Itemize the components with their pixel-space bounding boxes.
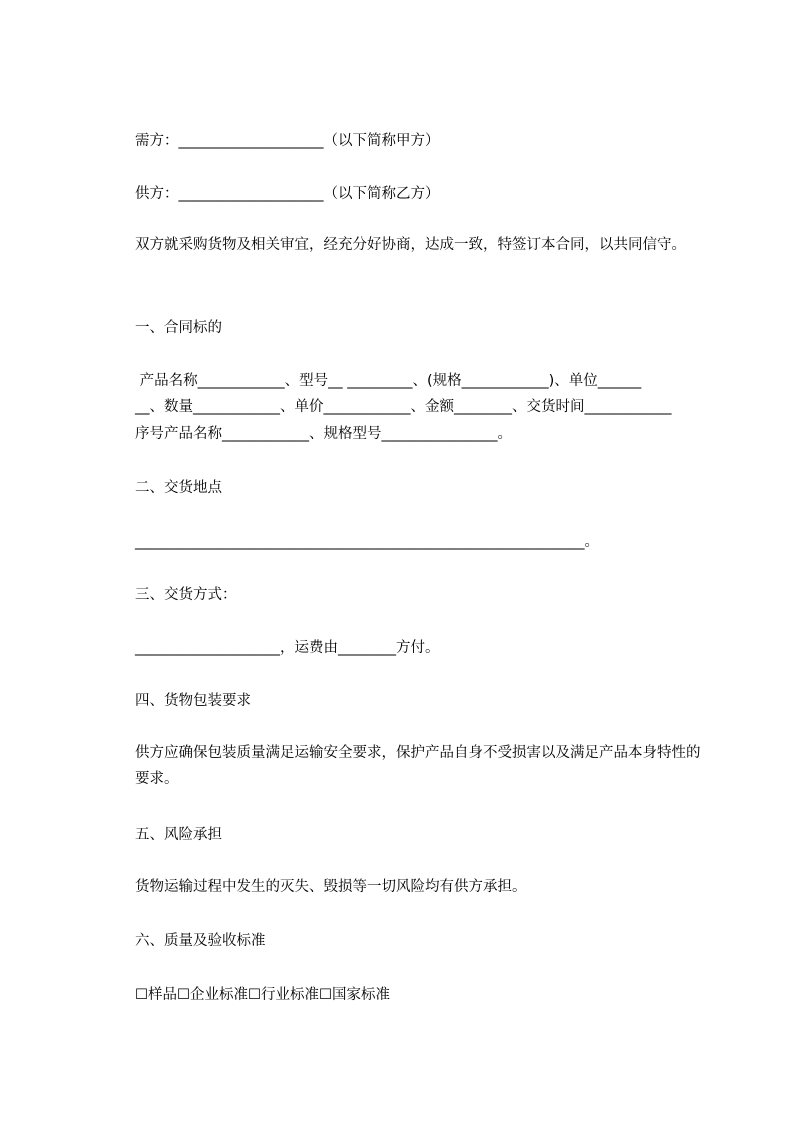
section-5-text: 货物运输过程中发生的灭失、毁损等一切风险均有供方承担。 bbox=[135, 879, 527, 895]
section-1-line-1: 产品名称____________、型号__ _________、(规格____________)、单位______ bbox=[135, 373, 642, 389]
section-5-title: 五、风险承担 bbox=[135, 827, 222, 843]
section-2-title: 二、交货地点 bbox=[135, 480, 222, 496]
section-4-text: 供方应确保包装质量满足运输安全要求，保护产品自身不受损害以及满足产品本身特性的要求。 bbox=[135, 745, 701, 787]
section-3-line: ____________________，运费由________方付。 bbox=[135, 640, 440, 656]
section-6-title: 六、质量及验收标准 bbox=[135, 933, 266, 949]
buyer-line: 需方：____________________（以下简称甲方） bbox=[135, 133, 440, 149]
section-4-title: 四、货物包装要求 bbox=[135, 693, 251, 709]
section-6-options: ☐样品☐企业标准☐行业标准☐国家标准 bbox=[135, 987, 390, 1003]
section-2-line: ______________________________________________________________。 bbox=[135, 534, 599, 550]
section-1-line-3: 序号产品名称____________、规格型号________________。 bbox=[135, 426, 512, 442]
intro-paragraph: 双方就采购货物及相关审宜，经充分好协商，达成一致，特签订本合同，以共同信守。 bbox=[135, 237, 686, 253]
seller-line: 供方：____________________（以下简称乙方） bbox=[135, 186, 440, 202]
section-3-title: 三、交货方式： bbox=[135, 587, 237, 603]
section-1-title: 一、合同标的 bbox=[135, 320, 222, 336]
section-1-line-2: __、数量____________、单价____________、金额________、交货时间____________ bbox=[135, 399, 672, 415]
